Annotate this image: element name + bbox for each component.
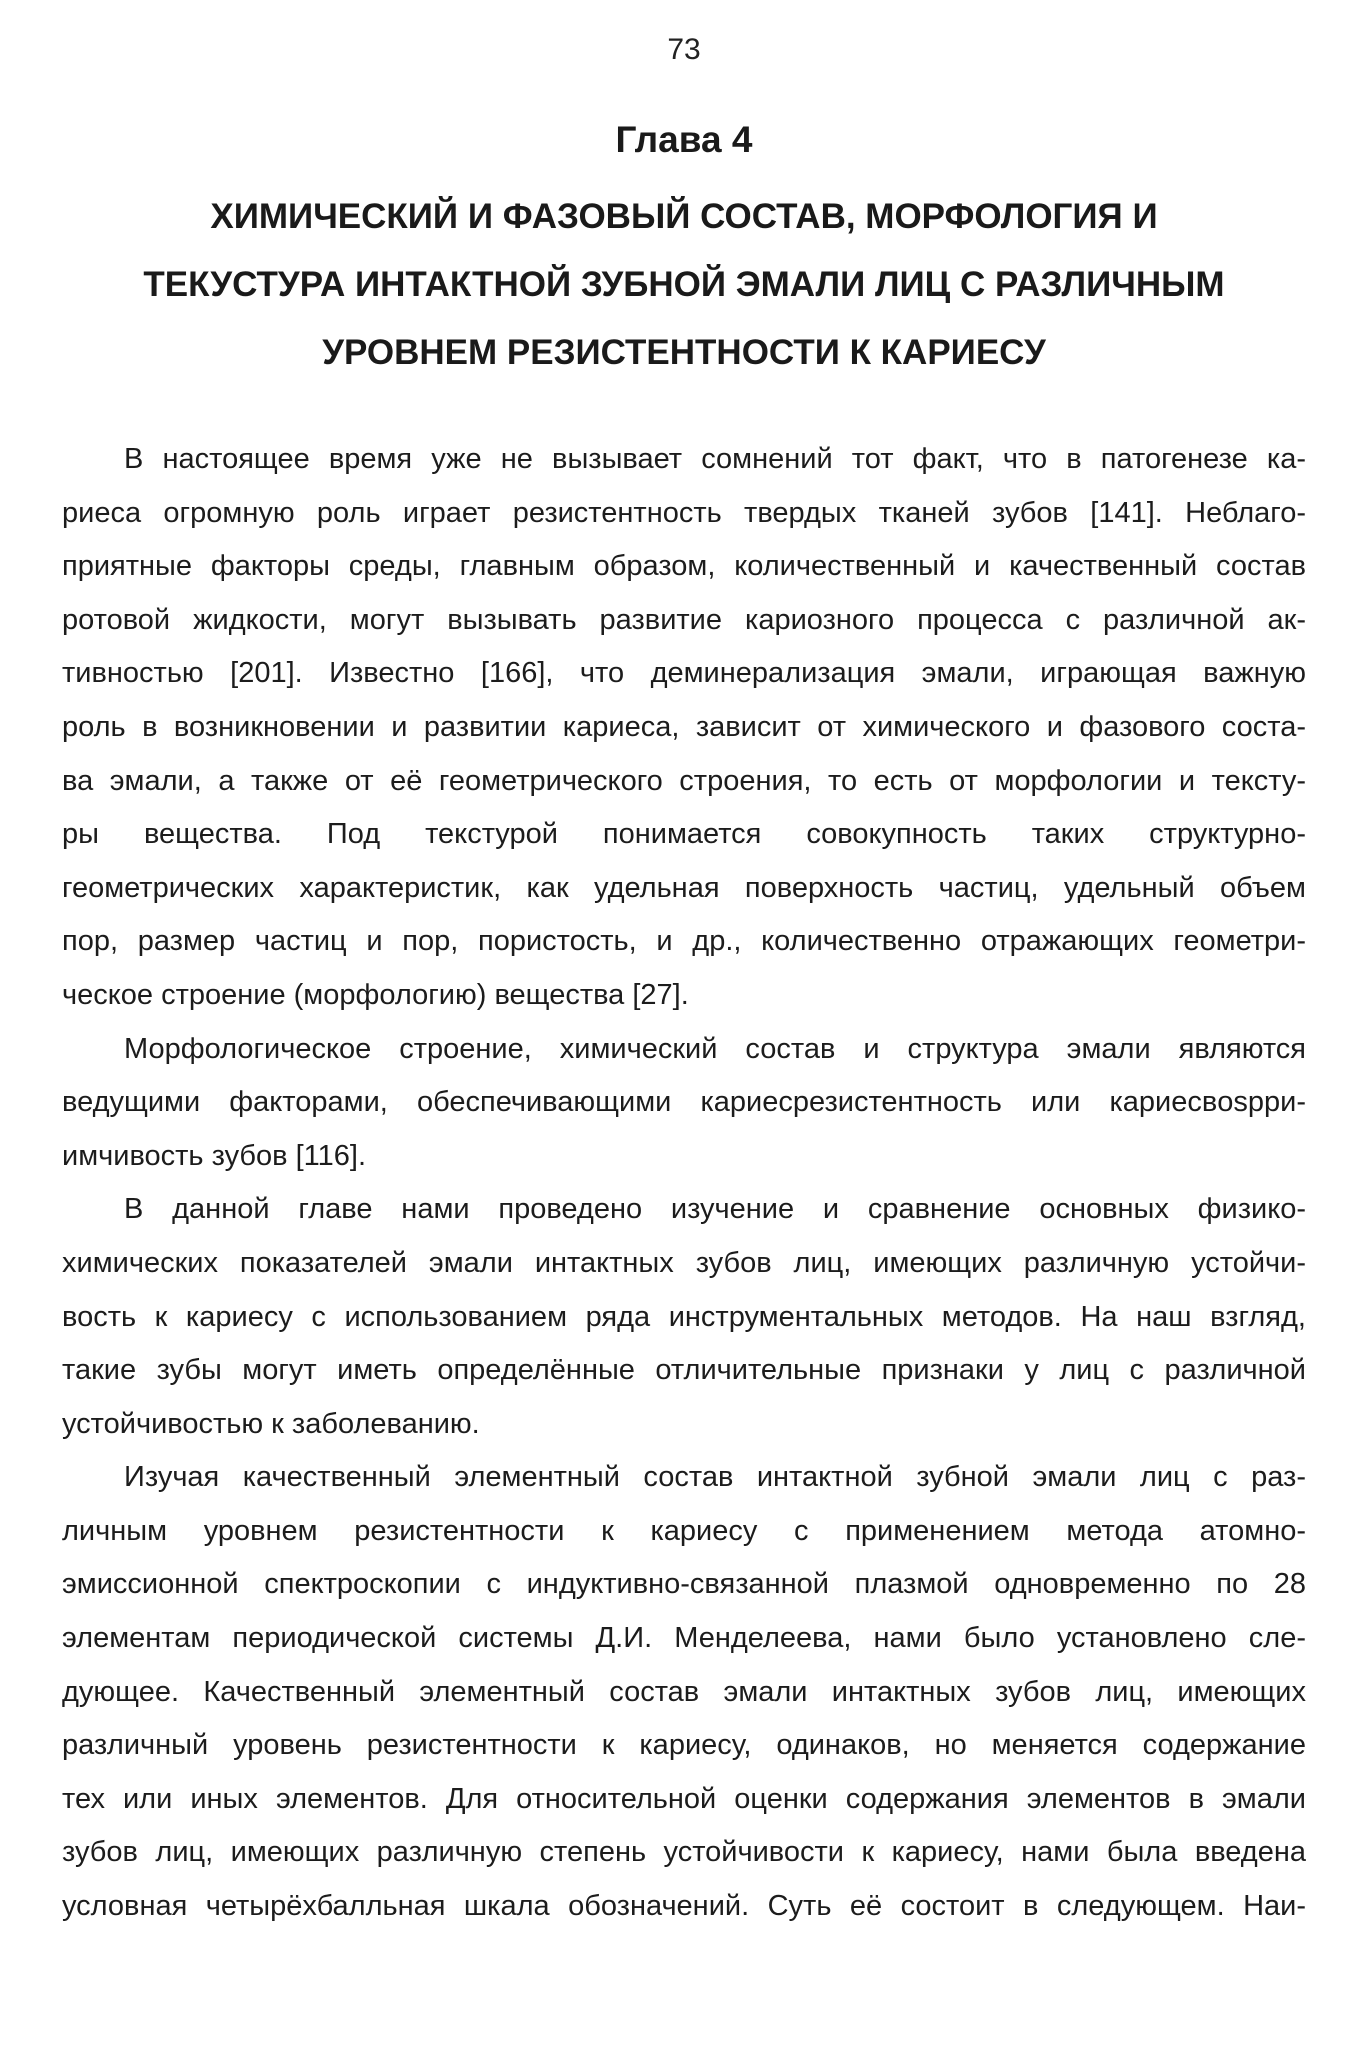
text-line: условная четырёхбалльная шкала обозначений. Суть её состоит в следующем. Наи-: [62, 1890, 1306, 1923]
text-line: риеса огромную роль играет резистентность твердых тканей зубов [141]. Неблаго-: [62, 496, 1306, 529]
text-line: ротовой жидкости, могут вызывать развитие кариозного процесса с различной ак-: [62, 603, 1306, 636]
text-line: приятные факторы среды, главным образом, количественный и качественный состав: [62, 550, 1306, 583]
text-line: вость к кариесу с использованием ряда инструментальных методов. На наш взгляд,: [62, 1300, 1306, 1333]
chapter-title-line: ТЕКУСТУРА ИНТАКТНОЙ ЗУБНОЙ ЭМАЛИ ЛИЦ С РАЗЛИЧНЫМ: [143, 265, 1225, 304]
text-line: тивностью [201]. Известно [166], что деминерализация эмали, играющая важную: [62, 657, 1306, 690]
text-line: В настоящее время уже не вызывает сомнений тот факт, что в патогенезе ка-: [124, 443, 1306, 475]
chapter-title-line: УРОВНЕМ РЕЗИСТЕНТНОСТИ К КАРИЕСУ: [322, 333, 1046, 372]
text-line: ческое строение (морфологию) вещества [27].: [62, 978, 689, 1011]
text-line: пор, размер частиц и пор, пористость, и др., количественно отражающих геометри-: [62, 925, 1306, 958]
paragraph-2: [62, 1023, 1306, 1184]
text-line: ва эмали, а также от её геометрического строения, то есть от морфологии и тексту-: [62, 764, 1306, 797]
paragraph-4: [62, 1451, 1306, 1933]
text-line: имчивость зубов [116].: [62, 1139, 367, 1172]
text-line: Морфологическое строение, химический состав и структура эмали являются: [124, 1032, 1306, 1065]
text-line: роль в возникновении и развитии кариеса, зависит от химического и фазового соста-: [62, 710, 1306, 743]
text-line: такие зубы могут иметь определённые отличительные признаки у лиц с различной: [62, 1354, 1306, 1387]
paragraph-3: [62, 1183, 1306, 1451]
text-line: эмиссионной спектроскопии с индуктивно-связанной плазмой одновременно по 28: [62, 1568, 1306, 1601]
text-line: химических показателей эмали интактных зубов лиц, имеющих различную устойчи-: [62, 1246, 1306, 1279]
text-line: устойчивостью к заболеванию.: [62, 1407, 480, 1440]
chapter-title: [80, 183, 1288, 387]
body-text: [62, 433, 1306, 1934]
text-line: В данной главе нами проведено изучение и сравнение основных физико-: [124, 1193, 1306, 1226]
chapter-label: Глава 4: [615, 119, 753, 160]
text-line: тех или иных элементов. Для относительной оценки содержания элементов в эмали: [62, 1782, 1306, 1815]
text-line: ры вещества. Под текстурой понимается совокупность таких структурно-: [62, 818, 1306, 851]
chapter-title-line: ХИМИЧЕСКИЙ И ФАЗОВЫЙ СОСТАВ, МОРФОЛОГИЯ И: [210, 197, 1158, 236]
text-line: ведущими факторами, обеспечивающими кариесрезистентность или кариесвospри-: [62, 1086, 1306, 1119]
text-line: зубов лиц, имеющих различную степень устойчивости к кариесу, нами была введена: [62, 1836, 1306, 1869]
page-number: 73: [667, 33, 701, 66]
text-line: геометрических характеристик, как удельная поверхность частиц, удельный объем: [62, 871, 1306, 904]
text-line: элементам периодической системы Д.И. Менделеева, нами было установлено сле-: [62, 1622, 1306, 1655]
text-line: Изучая качественный элементный состав интактной зубной эмали лиц с раз-: [124, 1461, 1306, 1494]
text-line: дующее. Качественный элементный состав эмали интактных зубов лиц, имеющих: [62, 1675, 1306, 1708]
paragraph-1: [62, 433, 1306, 1023]
text-line: личным уровнем резистентности к кариесу с применением метода атомно-: [62, 1514, 1306, 1547]
text-line: различный уровень резистентности к кариесу, одинаков, но меняется содержание: [62, 1729, 1306, 1762]
